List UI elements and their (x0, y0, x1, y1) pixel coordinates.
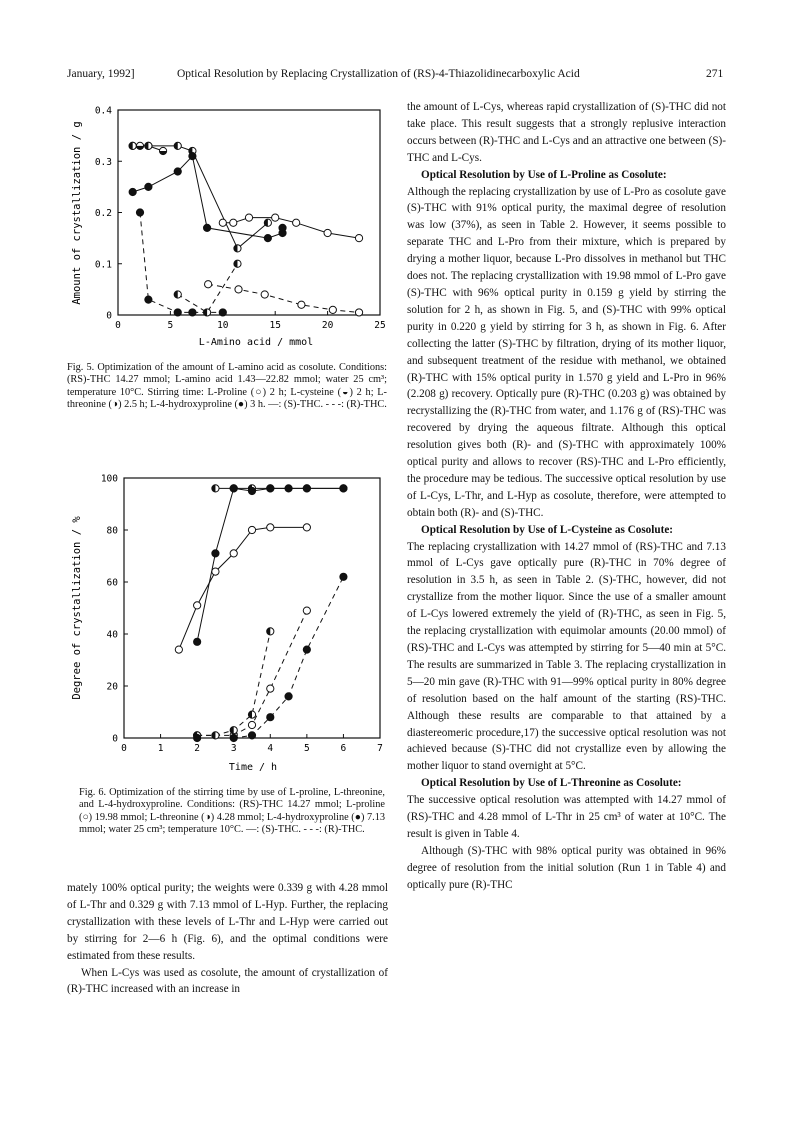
data-point-open (329, 306, 336, 313)
section-heading: Optical Resolution by Use of L-Cysteine as Cosolute: (421, 523, 674, 536)
data-point-open (212, 568, 219, 575)
x-tick-label: 6 (340, 743, 347, 754)
data-point-filled (174, 168, 181, 175)
y-tick-label: 80 (106, 525, 118, 537)
data-point-filled (264, 235, 271, 242)
x-tick-label: 2 (194, 743, 201, 754)
figure-6-chart (66, 468, 396, 773)
series-line (223, 218, 359, 239)
fig5-ylabel: Amount of crystallization / g (71, 121, 83, 305)
section-heading: Optical Resolution by Use of L-Proline as Cosolute: (421, 168, 667, 181)
x-tick-label: 0 (121, 743, 127, 754)
data-point-filled (230, 485, 237, 492)
y-tick-label: 100 (100, 473, 118, 485)
data-point-filled (194, 638, 201, 645)
data-point-filled (303, 646, 310, 653)
plot-frame (124, 478, 380, 738)
data-point-filled (189, 153, 196, 160)
data-point-open (235, 286, 242, 293)
y-tick-label: 40 (106, 629, 118, 641)
section-heading: Optical Resolution by Use of L-Threonine as Cosolute: (421, 777, 682, 790)
data-point-filled (285, 693, 292, 700)
right-column-text (407, 99, 726, 894)
series-line (197, 488, 343, 641)
data-point-open (267, 524, 274, 531)
paragraph: mately 100% optical purity; the weights were 0.339 g with 4.28 mmol of L-Thr and 0.329 g with 7.13 mmol of L-Hyp. Further, the replacing crystallization with these levels of L-Thr and L-Hyp were carried out by stirring for 2—6 h (Fig. 6), and the optimal conditions were estimated from these results. (67, 882, 388, 962)
data-point-open (219, 219, 226, 226)
x-tick-label: 5 (167, 320, 174, 331)
data-point-open (324, 229, 331, 236)
data-point-filled (136, 209, 143, 216)
x-tick-label: 15 (269, 320, 281, 331)
y-tick-label: 20 (106, 681, 118, 693)
y-tick-label: 0 (112, 733, 118, 745)
x-tick-label: 5 (303, 743, 310, 754)
x-tick-label: 1 (157, 743, 164, 754)
figure-5-caption: Fig. 5. Optimization of the amount of L-amino acid as cosolute. Conditions: (RS)-THC 14.27 mmol; L-amino acid 1.43—22.82 mmol; water 25 cm³; temperature 10°C. Stirring time: L-Proline (○) 2 h; L-cysteine (◒) 2 h; L-threonine (◑) 2.5 h; L-4-hydroxyproline (●) 3 h. —: (S)-THC. - - -: (R)-THC. (67, 362, 387, 411)
data-point-filled (279, 224, 286, 231)
plot-frame (118, 110, 380, 315)
fig5-xlabel: L-Amino acid / mmol (198, 337, 314, 348)
y-tick-label: 60 (106, 577, 118, 589)
data-point-open (175, 646, 182, 653)
data-point-filled (230, 734, 237, 741)
data-point-filled (267, 714, 274, 721)
data-point-filled (129, 188, 136, 195)
data-point-open (303, 524, 310, 531)
series-line (197, 631, 270, 735)
data-point-open (267, 685, 274, 692)
fig6-xlabel: Time / h (228, 762, 278, 773)
x-tick-label: 20 (321, 320, 334, 331)
data-point-open (261, 291, 268, 298)
data-point-open (194, 602, 201, 609)
y-tick-label: 0.1 (94, 259, 112, 271)
data-point-filled (340, 485, 347, 492)
figure-5-chart (66, 100, 396, 360)
x-tick-label: 25 (374, 320, 386, 331)
data-point-filled (194, 734, 201, 741)
data-point-filled (303, 485, 310, 492)
y-tick-label: 0 (106, 310, 112, 322)
page-number: 271 (706, 68, 724, 80)
data-point-filled (248, 487, 255, 494)
data-point-open (355, 235, 362, 242)
data-point-filled (248, 732, 255, 739)
fig6-ylabel: Degree of crystallization / % (71, 516, 83, 700)
paragraph: Although (S)-THC with 98% optical purity was obtained in 96% degree of resolution from the initial solution (Run 1 in Table 4) and optically pure (R)-THC (407, 844, 726, 891)
data-point-open (230, 550, 237, 557)
y-tick-label: 0.4 (94, 105, 112, 117)
data-point-filled (203, 224, 210, 231)
figure-6-caption: Fig. 6. Optimization of the stirring time by use of L-proline, L-threonine, and L-4-hydroxyproline. Conditions: (RS)-THC 14.27 mmol; L-proline (○) 19.98 mmol; L-threonine (◑) 4.28 mmol; L-4-hydroxyproline (●) 7.13 mmol; water 25 cm³; temperature 10°C. —: (S)-THC. - - -: (R)-THC. (79, 787, 385, 836)
data-point-open (355, 309, 362, 316)
paragraph: When L-Cys was used as cosolute, the amount of crystallization of (R)-THC increased with an increase in (67, 966, 388, 996)
left-column-text (67, 880, 388, 998)
data-point-filled (174, 309, 181, 316)
data-point-open (248, 526, 255, 533)
x-tick-label: 4 (267, 743, 274, 754)
data-point-filled (145, 296, 152, 303)
data-point-open (245, 214, 252, 221)
data-point-filled (145, 183, 152, 190)
header-journal-date: January, 1992] (67, 68, 135, 80)
x-tick-label: 10 (217, 320, 229, 331)
paragraph: Although the replacing crystallization by use of L-Pro as cosolute gave (S)-THC with 91% optical purity, the maximal degree of resolution was low (37%), as seen in Table 2. However, it seems possible to separate THC and L-Pro from their mixture, which is prepared by drying a mother liquor, because L-Pro dissolves in methanol but THC does not. The replacing crystallization with 19.98 mmol of L-Pro gave (S)-THC with 96% optical purity in 0.159 g yield by stirring the solution for 2 h, as shown in Fig. 5, and (S)-THC with 99% optical purity in 0.220 g yield by stirring for 3 h, as shown in Fig. 6. After collecting the latter (S)-THC by filtration, drying of its mother liquor, and subsequent treatment of the residue with methanol, we obtained (R)-THC with 15% optical purity in 1.570 g yield and L-Pro in 96% (2.208 g) recovery. Optically pure (R)-THC (0.203 g) was obtained by recrystallizing the (R)-THC from water, and 1.176 g of (RS)-THC was recovered by drying the aqueous filtrate. Although this optical resolution gives both (R)- and (S)-THC with approximately 100% optical purity and allows to recover (RS)-THC and L-Pro efficiently, the procedure may be tedious. The successive optical resolution by use of L-Cys, L-Thr, and L-Hyp as cosolute, therefore, were attempted to obtain both (R)- and (S)-THC. (407, 185, 726, 519)
x-tick-label: 7 (377, 743, 383, 754)
data-point-open (293, 219, 300, 226)
data-point-open (272, 214, 279, 221)
data-point-open (248, 721, 255, 728)
paragraph: The replacing crystallization with 14.27 mmol of (RS)-THC and 7.13 mmol of L-Cys gave optically pure (R)-THC in 70% degree of resolution in 3.5 h, as seen in Table 2. (S)-THC, however, did not crystallize from the mother liquor. Since the use of a smaller amount of L-Cys lowered extremely the yield of (R)-THC, as seen in Fig. 5, the replacing crystallization with equimolar amounts (20.00 mmol) of (RS)-THC and L-Cys was attempted by stirring for 5—40 min at 5°C. The results are summarized in Table 3. The replacing crystallization in 5—20 min gave (R)-THC with 91—99% optical purity in 80% degree of resolution based on the half amount of the starting (RS)-THC. Although these results are comparable to that attained by a diastereomeric procedure,17) the successive optical resolution was not achieved because (S)-THC did not crystallize even by allowing the mother liquor to stand overnight at 5°C. (407, 540, 726, 773)
data-point-open (303, 607, 310, 614)
x-tick-label: 0 (115, 320, 121, 331)
paragraph: The successive optical resolution was attempted with 14.27 mmol of (RS)-THC and 4.28 mmol of L-Thr in 25 cm³ of water at 10°C. The result is given in Table 4. (407, 794, 726, 840)
header-title: Optical Resolution by Replacing Crystallization of (RS)-4-Thiazolidinecarboxylic Acid (177, 68, 580, 80)
data-point-open (298, 301, 305, 308)
data-point-filled (212, 550, 219, 557)
data-point-filled (189, 309, 196, 316)
data-point-open (230, 219, 237, 226)
x-tick-label: 3 (230, 743, 237, 754)
series-line (179, 527, 307, 649)
y-tick-label: 0.3 (94, 156, 112, 168)
y-tick-label: 0.2 (94, 208, 112, 219)
data-point-open (205, 281, 212, 288)
data-point-filled (219, 309, 226, 316)
data-point-filled (285, 485, 292, 492)
data-point-filled (267, 485, 274, 492)
data-point-filled (340, 573, 347, 580)
paragraph: the amount of L-Cys, whereas rapid crystallization of (S)-THC did not take place. This result suggests that a strongly replusive interaction occurs between (R)-THC and L-Cys and an attractive one between (S)-THC and L-Cys. (407, 101, 726, 164)
